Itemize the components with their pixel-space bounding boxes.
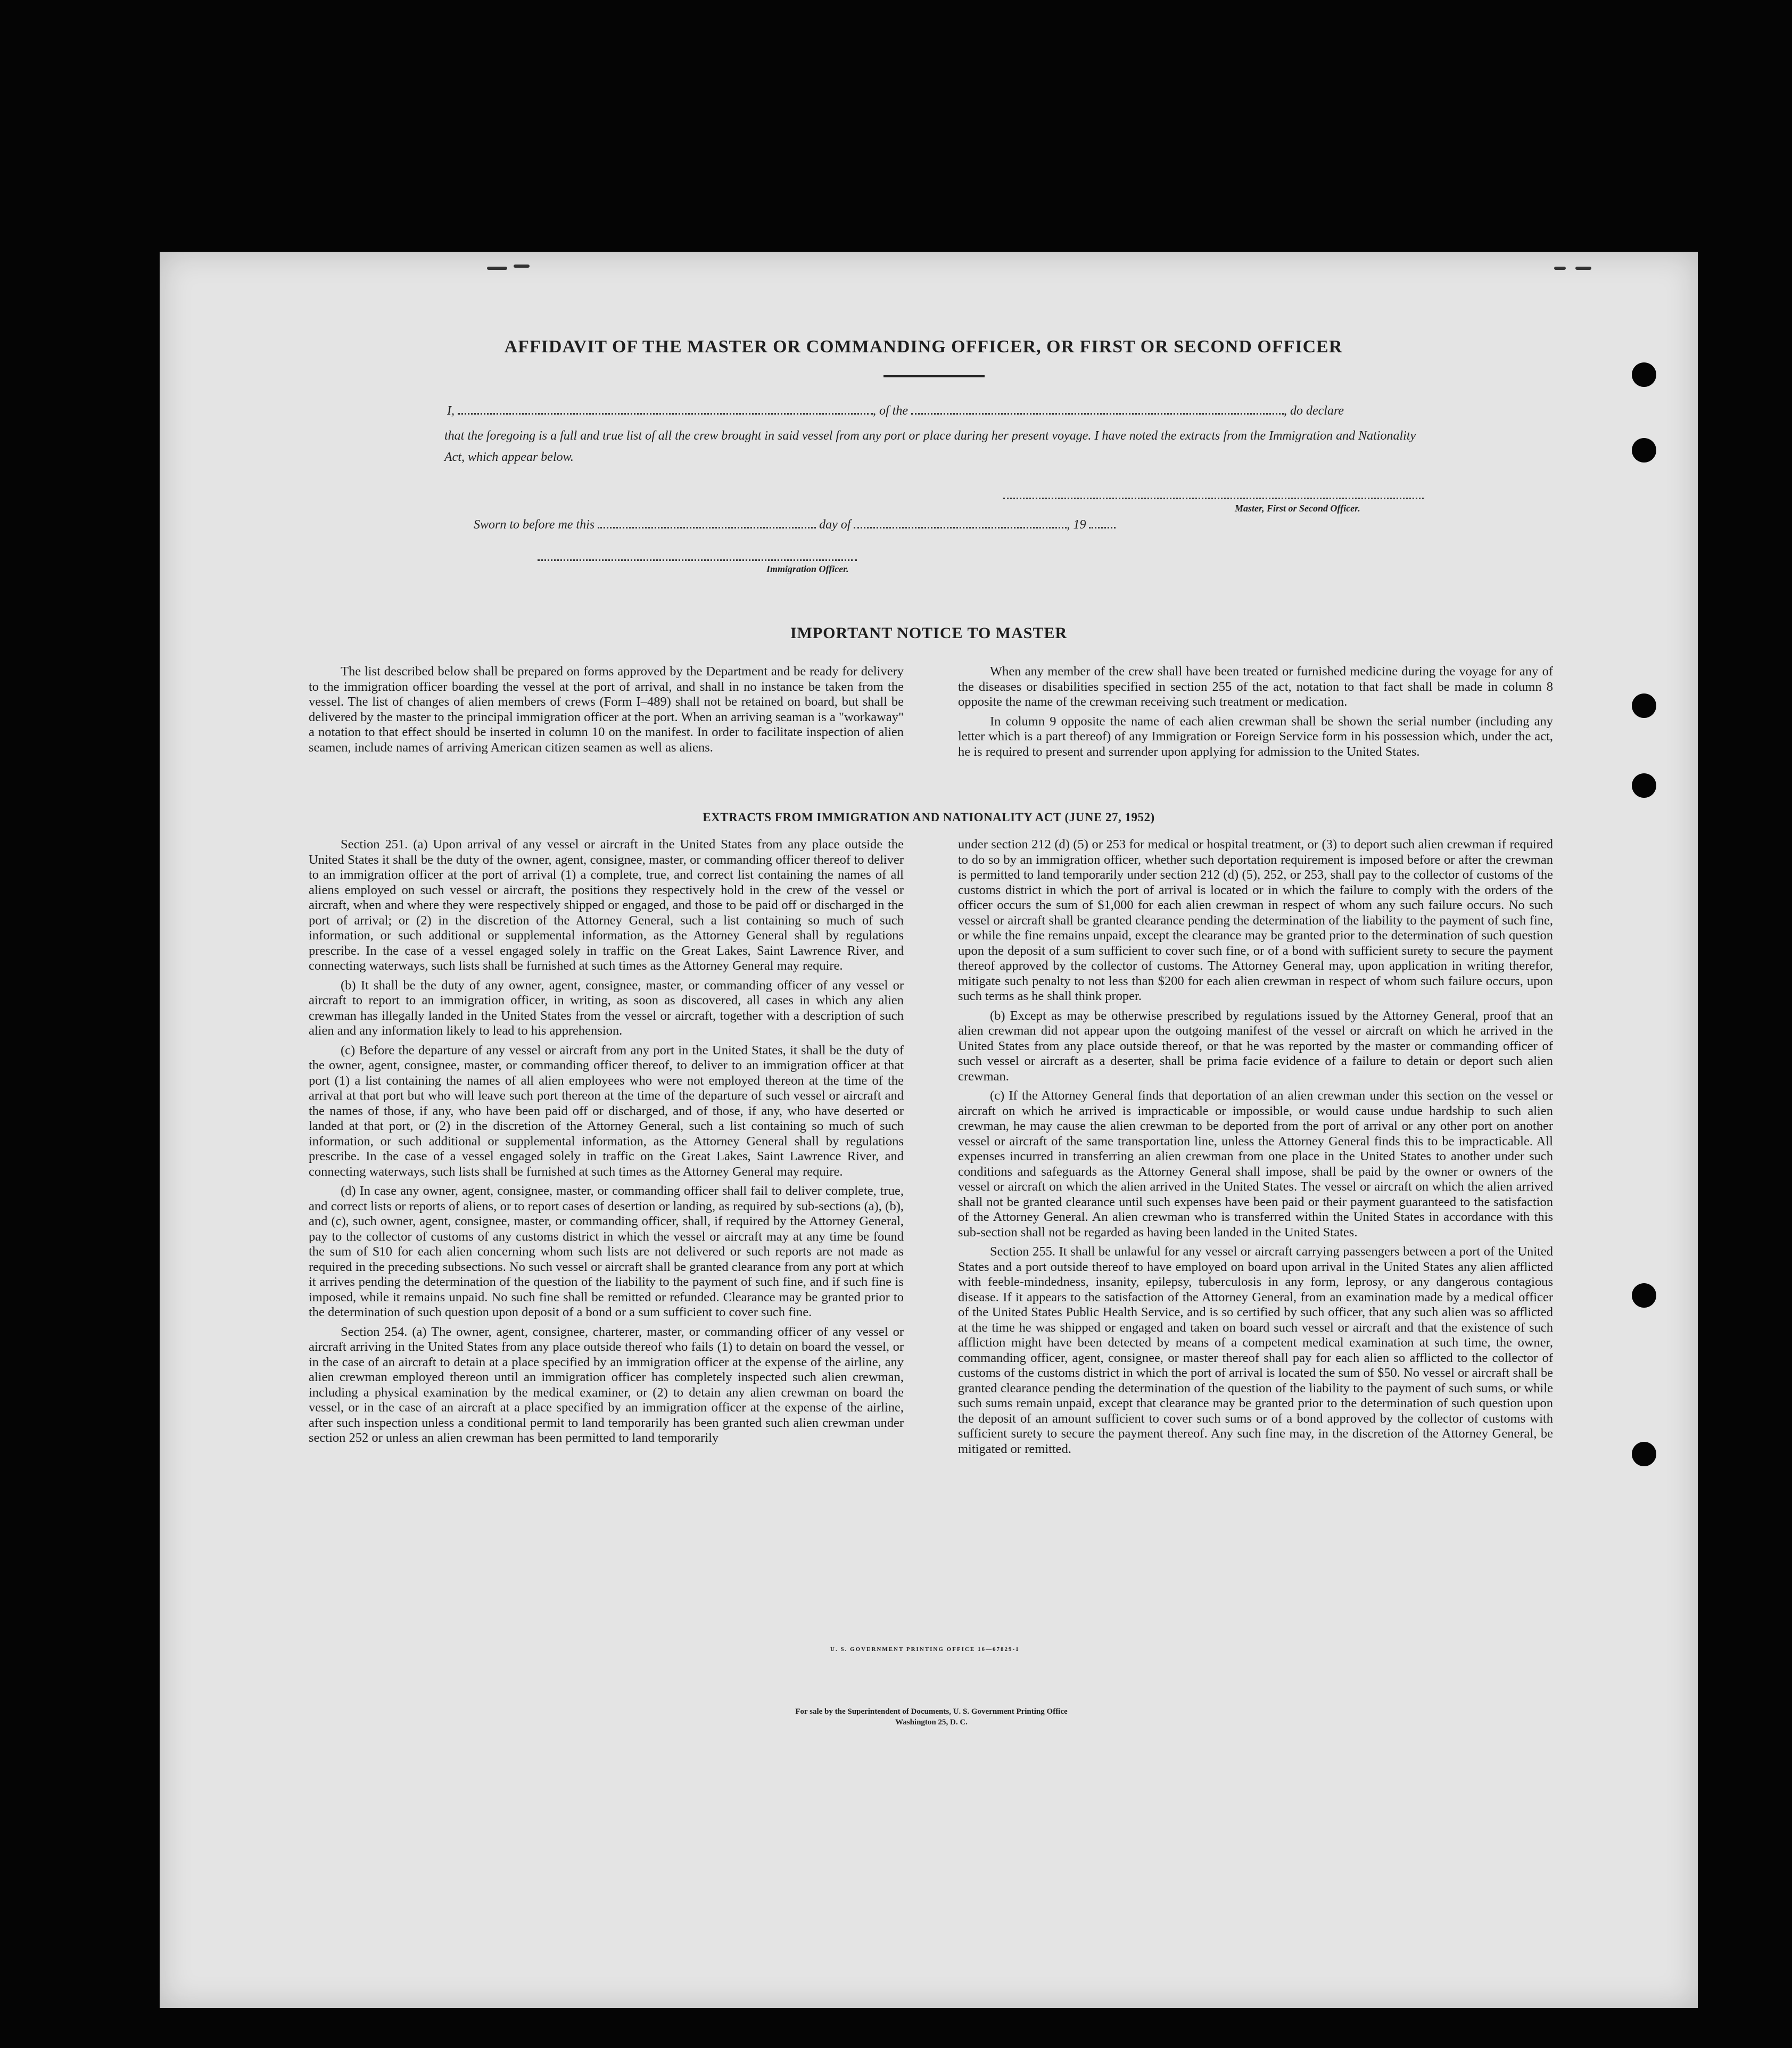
notice-right-column <box>958 664 1553 764</box>
master-signature-label: Master, First or Second Officer. <box>1235 503 1360 514</box>
section-paragraph: (c) If the Attorney General finds that deportation of an alien crewman under this section on the vessel or aircraft on which he arrived is impracticable or impossible, or would cause undue hardship to such alien crewman, he may cause the alien crewman to be deported from the port of arrival or any other port on another vessel or aircraft of the same transportation line, unless the Attorney General finds this to be impracticable. All expenses incurred in transferring an alien crewman from one place in the United States to another under such conditions and safeguards as the Attorney General shall impose, shall be paid by the owner or owners of the vessel or aircraft on which the alien arrived in the United States. The vessel or aircraft on which the alien arrived shall not be granted clearance until such expenses have been paid or their payment guaranteed to the satisfaction of the Attorney General. An alien crewman who is transferred within the United States in accordance with this sub-section shall not be regarded as having been landed in the United States. <box>958 1088 1553 1240</box>
affidavit-title: AFFIDAVIT OF THE MASTER OR COMMANDING OFFICER, OR FIRST OR SECOND OFFICER <box>504 337 1343 357</box>
sworn-year: , 19 <box>1067 518 1086 532</box>
punch-hole <box>1632 362 1656 387</box>
notice-paragraph: When any member of the crew shall have been treated or furnished medicine during the voyage for any of the diseases or disabilities specified in section 255 of the act, notation to that fact shall be made in column 8 opposite the name of the crewman receiving such treatment or medication. <box>958 664 1553 709</box>
section-paragraph: (c) Before the departure of any vessel or aircraft from any port in the United States, it shall be the duty of the owner, agent, consignee, master, or commanding officer thereof, to deliver to an immigration officer at that port (1) a list containing the names of all alien employees who were not employed thereon at the time of the arrival at that port but who will leave such port thereon at the time of the departure of such vessel or aircraft and the names of those, if any, who have been paid off or discharged, and of those, if any, who have deserted or landed at that port, or (2) in the discretion of the Attorney General, such a list containing so much of such information, or such additional or supplemental information, as the Attorney General shall by regulations prescribe. In the case of a vessel engaged solely in traffic on the Great Lakes, Saint Lawrence River, and connecting waterways, such lists shall be furnished at such times as the Attorney General may require. <box>309 1043 904 1179</box>
printing-office-line: U. S. GOVERNMENT PRINTING OFFICE 16—67829-1 <box>830 1646 1020 1653</box>
declaration-text: that the foregoing is a full and true list of all the crew brought in said vessel from any port or place during her present voyage. I have noted the extracts from the Immigration and Nationality Act, which appear below. <box>444 429 1416 464</box>
notice-paragraph: The list described below shall be prepared on forms approved by the Department and be ready for delivery to the immigration officer boarding the vessel at the port of arrival, and shall in no instance be taken from the vessel. The list of changes of alien members of crews (Form I–489) shall not be retained on board, but shall be delivered by the master to the principal immigration officer at the port. When an arriving seaman is a "workaway" a notation to that effect should be inserted in column 10 on the manifest. In order to facilitate inspection of alien seamen, include names of arriving American citizen seamen as well as aliens. <box>309 664 904 755</box>
declaration-do-declare: , do declare <box>1284 404 1344 418</box>
punch-hole <box>1632 773 1656 798</box>
section-paragraph: Section 251. (a) Upon arrival of any vessel or aircraft in the United States from any place outside the United States it shall be the duty of the owner, agent, consignee, master, or commanding officer thereof to deliver to an immigration officer at the port of arrival (1) a complete, true, and correct list containing the names of all aliens employed on such vessel or aircraft, the positions they respectively hold in the crew of the vessel or aircraft, when and where they were respectively shipped or engaged, and those to be paid off or discharged in the port of arrival; or (2) in the discretion of the Attorney General, such a list containing so much of such information, or such additional or supplemental information, as the Attorney General shall by regulations prescribe. In the case of a vessel engaged solely in traffic on the Great Lakes, Saint Lawrence River, and connecting waterways, such lists shall be furnished at such times as the Attorney General may require. <box>309 837 904 973</box>
name-blank[interactable] <box>458 413 873 415</box>
section-paragraph: (b) It shall be the duty of any owner, agent, consignee, master, or commanding officer of any vessel or aircraft to report to an immigration officer, in writing, as soon as discovered, all cases in which any alien crewman has illegally landed in the United States from the vessel or aircraft, together with a description of such alien and any information likely to lead to his apprehension. <box>309 978 904 1038</box>
declaration-of-the: , of the <box>873 404 908 418</box>
immigration-officer-label: Immigration Officer. <box>766 564 849 574</box>
extracts-left-column <box>309 837 904 1450</box>
notice-left-column <box>309 664 904 759</box>
extracts-title: EXTRACTS FROM IMMIGRATION AND NATIONALITY ACT (JUNE 27, 1952) <box>703 811 1155 824</box>
ink-mark <box>487 267 507 270</box>
document-sheet <box>160 252 1698 2008</box>
section-paragraph: under section 212 (d) (5) or 253 for medical or hospital treatment, or (3) to deport such alien crewman if required to do so by an immigration officer, whether such deportation requirement is imposed before or after the crewman is permitted to land temporarily under section 212 (d) (5), 252, or 253, shall pay to the collector of customs of the customs district in which the port of arrival is located or in which the failure to comply with the orders of the officer occurs the sum of $1,000 for each alien crewman in respect of whom any such failure occurs. No such vessel or aircraft shall be granted clearance pending the determination of the liability to the payment of such fine, or while the fine remains unpaid, except the clearance may be granted prior to the determination of such question upon the deposit of a sum sufficient to cover such fine, or of a bond with sufficient surety to secure the payment thereof approved by the collector of customs. The Attorney General may, upon application in writing therefor, mitigate such penalty to not less than $200 for each alien crewman in respect of whom such failure occurs, upon such terms as he shall think proper. <box>958 837 1553 1003</box>
ink-mark <box>1554 267 1566 270</box>
title-rule <box>883 375 985 377</box>
sworn-line <box>474 518 1378 532</box>
declaration-line <box>447 404 1426 418</box>
sworn-day-of: day of <box>819 518 851 532</box>
punch-hole <box>1632 1283 1656 1308</box>
ink-mark <box>1575 267 1591 270</box>
notice-paragraph: In column 9 opposite the name of each alien crewman shall be shown the serial number (including any letter which is a part thereof) of any Immigration or Foreign Service form in his possession which, under the act, he is required to present and surrender upon applying for admission to the United States. <box>958 714 1553 759</box>
ink-mark <box>514 265 530 268</box>
section-paragraph: Section 255. It shall be unlawful for any vessel or aircraft carrying passengers between a port of the United States and a port outside thereof to have employed on board upon arrival in the United States any alien afflicted with feeble-mindedness, insanity, epilepsy, tuberculosis in any form, leprosy, or any dangerous contagious disease. If it appears to the satisfaction of the Attorney General, from an examination made by a medical officer of the United States Public Health Service, and is so certified by such officer, that any such alien was so afflicted at the time he was shipped or engaged and taken on board such vessel or aircraft and that the existence of such affliction might have been detected by means of a competent medical examination at such time, the owner, commanding officer, agent, consignee, or master thereof shall pay for each alien so afflicted to the collector of customs of the customs district in which the port of arrival is located the sum of $50. No vessel or aircraft shall be granted clearance pending the determination of the question of the liability to the payment of such sums, or while such sums remain unpaid, except that clearance may be granted prior to the determination of such question upon the deposit of an amount sufficient to cover such sums or of a bond approved by the collector of customs with sufficient surety to secure the payment thereof. Any such fine may, in the discretion of the Attorney General, be mitigated or remitted. <box>958 1244 1553 1456</box>
immigration-officer-line[interactable] <box>538 559 857 561</box>
punch-hole <box>1632 693 1656 718</box>
punch-hole <box>1632 1442 1656 1466</box>
sale-notice <box>532 1706 1331 1728</box>
extracts-right-column <box>958 837 1553 1461</box>
punch-hole <box>1632 438 1656 463</box>
notice-title: IMPORTANT NOTICE TO MASTER <box>790 624 1068 642</box>
sworn-year-blank[interactable] <box>1089 527 1116 528</box>
section-paragraph: Section 254. (a) The owner, agent, consignee, charterer, master, or commanding officer of any vessel or aircraft arriving in the United States from any place outside thereof who fails (1) to detain on board the vessel, or in the case of an aircraft to detain at a place specified by an immigration officer at the expense of the airline, any alien crewman employed thereon until an immigration officer has completely inspected such alien crewman, including a physical examination by the medical examiner, or (2) to detain any alien crewman on board the vessel, or in the case of an aircraft at a place specified by an immigration officer at the expense of the airline, after such inspection unless a conditional permit to land temporarily has been granted such alien crewman under section 252 or unless an alien crewman has been permitted to land temporarily <box>309 1324 904 1445</box>
sale-line-1: For sale by the Superintendent of Documents, U. S. Government Printing Office <box>795 1707 1068 1716</box>
sworn-prefix: Sworn to before me this <box>474 518 595 532</box>
sworn-month-blank[interactable] <box>854 527 1067 528</box>
declaration-i: I, <box>447 404 455 418</box>
master-signature-line[interactable] <box>1003 498 1424 499</box>
section-paragraph: (b) Except as may be otherwise prescribed by regulations issued by the Attorney General, proof that an alien crewman did not appear upon the outgoing manifest of the vessel or aircraft on which he arrived in the United States from any place outside thereof, or that he was reported by the master or commanding officer of such vessel or aircraft as a deserter, shall be prima facie evidence of a failure to detain or deport such alien crewman. <box>958 1008 1553 1084</box>
section-paragraph: (d) In case any owner, agent, consignee, master, or commanding officer shall fail to deliver complete, true, and correct lists or reports of aliens, or to report cases of desertion or landing, as required by sub-sections (a), (b), and (c), such owner, agent, consignee, master, or commanding officer, shall, if required by the Attorney General, pay to the collector of customs of any customs district in which the vessel or aircraft may at any time be found the sum of $10 for each alien concerning whom such lists are not delivered or such reports are not made as required in the preceding subsections. No such vessel or aircraft shall be granted clearance from any port at which it arrives pending the determination of the question of the liability to the payment of such fine, and if such fine is imposed, while it remains unpaid. No such fine shall be remitted or refunded. Clearance may be granted prior to the determination of such question upon deposit of a bond or a sum sufficient to cover such fine. <box>309 1184 904 1319</box>
sale-line-2: Washington 25, D. C. <box>895 1718 968 1727</box>
vessel-blank[interactable] <box>911 413 1284 415</box>
sworn-day-blank[interactable] <box>598 527 816 528</box>
